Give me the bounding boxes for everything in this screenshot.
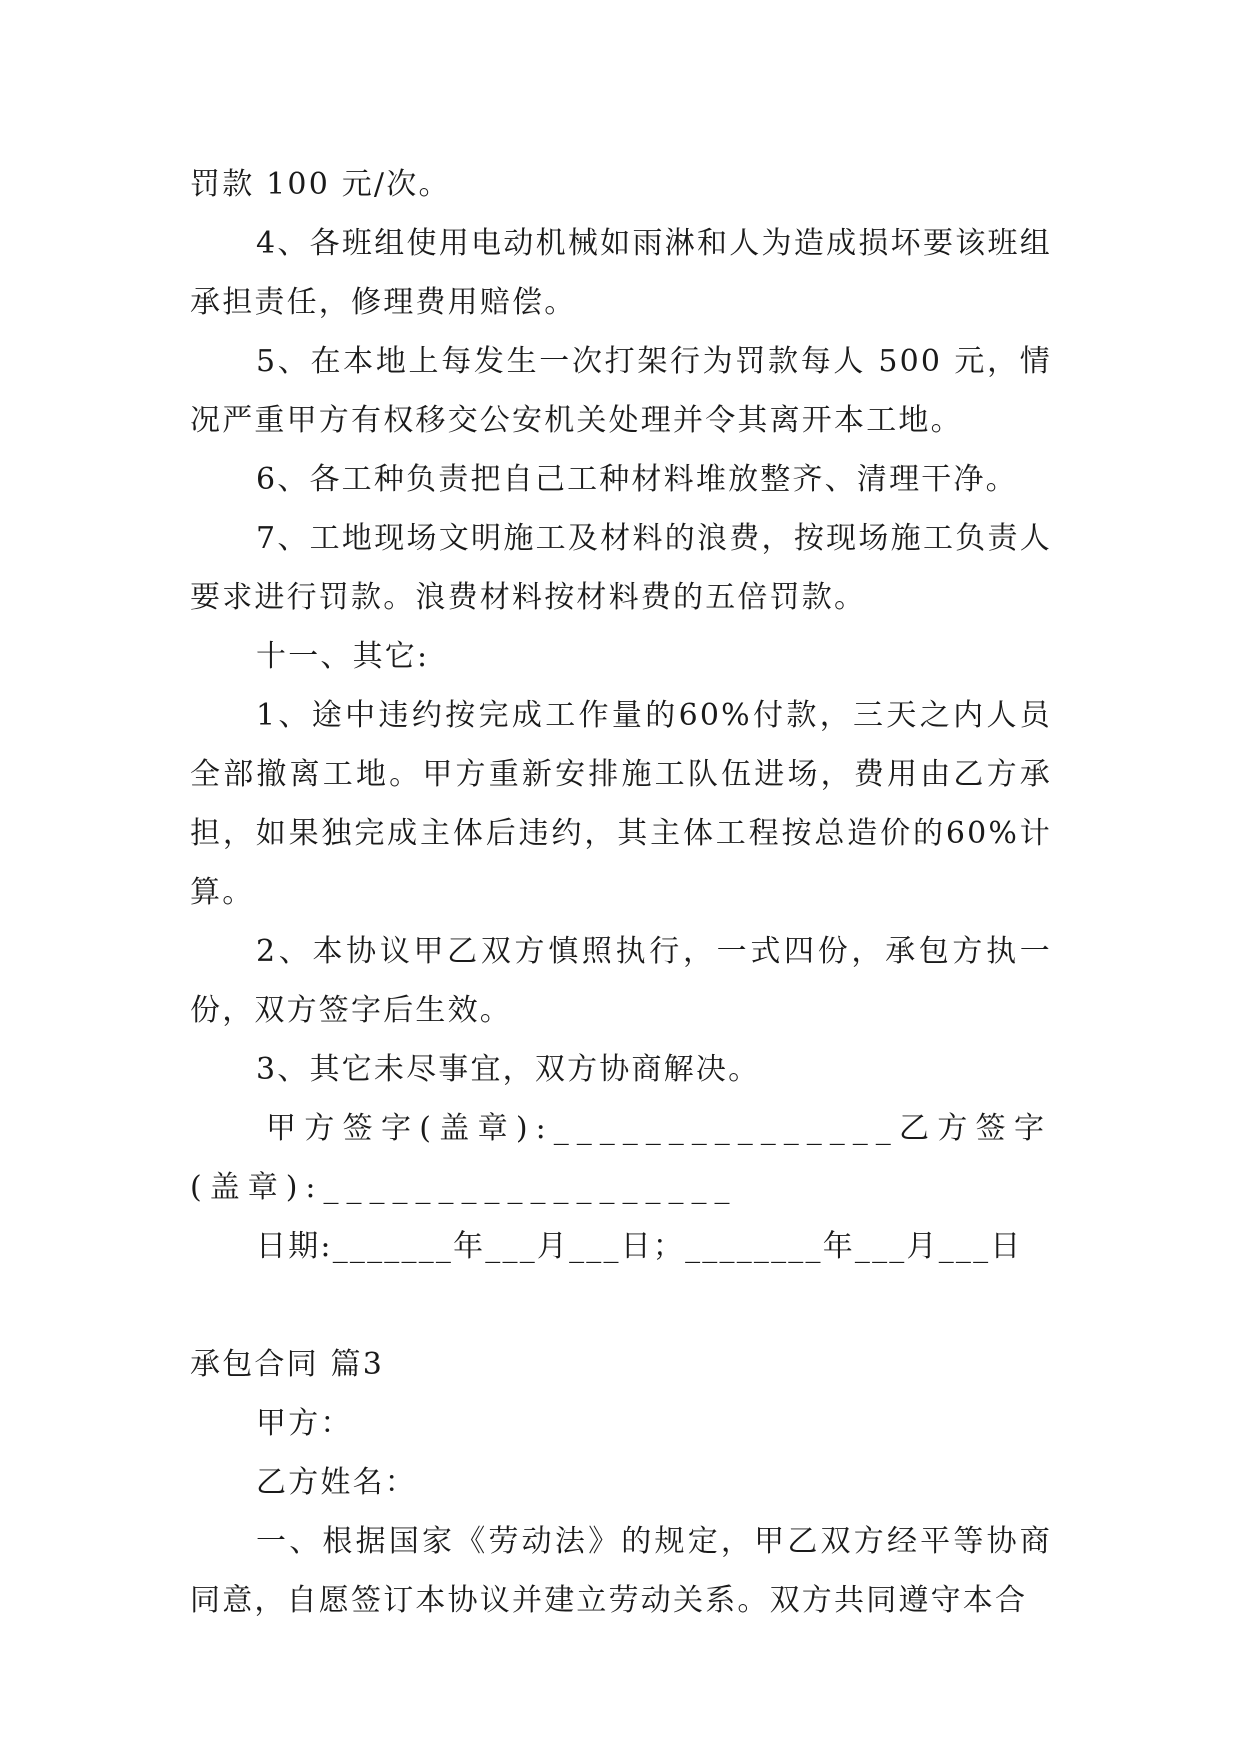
paragraph-other-2: 2、本协议甲乙双方慎照执行，一式四份，承包方执一份，双方签字后生效。: [190, 934, 1052, 1028]
paragraph-clause-6: 6、各工种负责把自己工种材料堆放整齐、清理干净。: [256, 462, 1018, 497]
blank-line: [190, 1276, 1052, 1335]
paragraph-clause-5: 5、在本地上每发生一次打架行为罚款每人 500 元，情况严重甲方有权移交公安机关处理并令其离开本工地。: [190, 344, 1052, 438]
party-a-field: 甲方：: [256, 1406, 353, 1441]
document-body: [190, 155, 1052, 1630]
paragraph-fine-continuation: 罚款 100 元/次。: [190, 167, 451, 202]
section-title-other: 十一、其它:: [256, 639, 430, 674]
date-line: 日期:_______年___月___日；________年___月___日: [256, 1229, 1023, 1264]
party-b-name-field: 乙方姓名：: [256, 1465, 417, 1500]
paragraph-other-3: 3、其它未尽事宜，双方协商解决。: [256, 1052, 761, 1087]
paragraph-clause-1-labor-law: 一、根据国家《劳动法》的规定，甲乙双方经平等协商同意，自愿签订本协议并建立劳动关系。双方共同遵守本合: [190, 1524, 1052, 1618]
paragraph-clause-7: 7、工地现场文明施工及材料的浪费，按现场施工负责人要求进行罚款。浪费材料按材料费的五倍罚款。: [190, 521, 1052, 615]
signature-line: 甲方签字(盖章):_______________乙方签字(盖章):__________________: [190, 1111, 1052, 1205]
section-heading: 承包合同 篇3: [190, 1347, 385, 1382]
paragraph-clause-4: 4、各班组使用电动机械如雨淋和人为造成损坏要该班组承担责任，修理费用赔偿。: [190, 226, 1052, 320]
paragraph-other-1: 1、途中违约按完成工作量的60%付款，三天之内人员全部撤离工地。甲方重新安排施工队伍进场，费用由乙方承担，如果独完成主体后违约，其主体工程按总造价的60%计算。: [190, 698, 1052, 910]
